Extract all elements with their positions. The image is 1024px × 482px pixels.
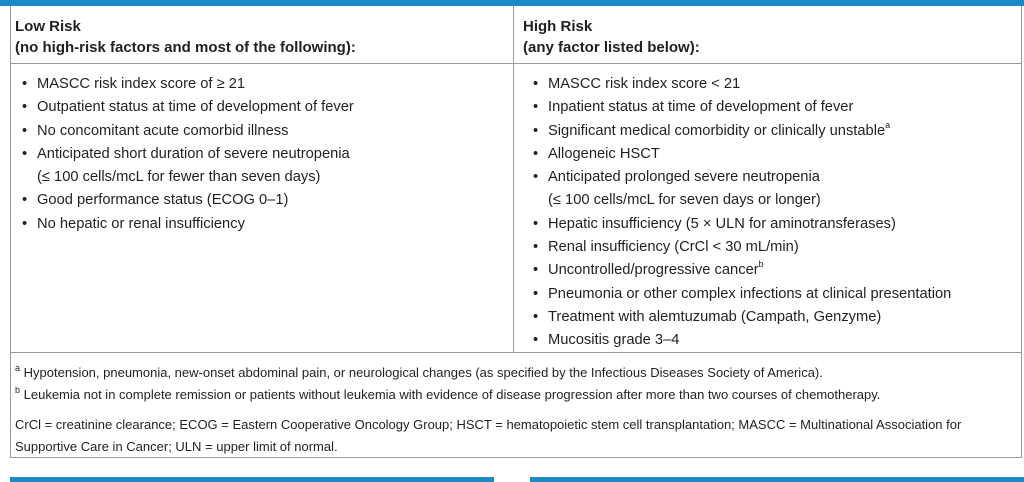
high-risk-subtitle: (any factor listed below): <box>523 39 700 56</box>
bullet-icon: • <box>22 192 28 209</box>
list-item: • Inpatient status at time of development of fever <box>533 96 1013 119</box>
bullet-icon: • <box>533 215 539 232</box>
list-item-continuation: (≤ 100 cells/mcL for fewer than seven days) <box>37 169 321 186</box>
abbreviations-note: CrCl = creatinine clearance; ECOG = Eastern Cooperative Oncology Group; HSCT = hematopoietic stem cell transplantation; MASCC = Multinational Association for Supportive Care in Cancer; ULN = upper limit of normal. <box>15 417 962 454</box>
bottom-accent-bar-right <box>530 477 1024 482</box>
list-item: • No concomitant acute comorbid illness <box>22 120 502 143</box>
low-risk-header <box>15 16 356 58</box>
list-item: • MASCC risk index score < 21 <box>533 73 1013 96</box>
high-risk-list <box>533 73 1013 353</box>
bullet-icon: • <box>22 76 28 92</box>
footnote-ref-a: a <box>885 119 891 130</box>
list-item: • MASCC risk index score of ≥ 21 <box>22 73 502 96</box>
list-item: • Good performance status (ECOG 0–1) <box>22 189 502 212</box>
list-item: • Outpatient status at time of development of fever <box>22 96 502 119</box>
bullet-icon: • <box>533 145 539 162</box>
bullet-icon: • <box>533 308 539 325</box>
list-item-continuation: (≤ 100 cells/mcL for seven days or longer) <box>548 192 821 209</box>
bullet-icon: • <box>533 99 539 116</box>
list-item: • Significant medical comorbidity or clinically unstable$^a$ <box>533 120 1013 143</box>
bottom-accent-bar-left <box>10 477 494 482</box>
risk-table <box>10 6 1022 458</box>
high-risk-title: High Risk <box>523 18 593 35</box>
list-item: • Allogeneic HSCT <box>533 143 1013 166</box>
table-header-row <box>11 6 1021 64</box>
footnote-b-marker: b <box>15 384 21 395</box>
bullet-icon: • <box>533 239 539 256</box>
bullet-icon: • <box>533 262 539 279</box>
low-risk-list <box>22 73 502 236</box>
list-item: • Pneumonia or other complex infections at clinical presentation <box>533 283 1013 306</box>
footnotes-section <box>11 352 1021 458</box>
bullet-icon: • <box>22 122 28 139</box>
list-item: • Uncontrolled/progressive cancer$^b$ <box>533 259 1013 282</box>
list-item: • Anticipated prolonged severe neutropenia (≤ 100 cells/mcL for seven days or longer) <box>533 166 1013 213</box>
bullet-icon: • <box>533 169 539 186</box>
list-item: • Treatment with alemtuzumab (Campath, Genzyme) <box>533 306 1013 329</box>
list-item: • No hepatic or renal insufficiency <box>22 213 502 236</box>
list-item: • Anticipated short duration of severe neutropenia (≤ 100 cells/mcL for fewer than seven days) <box>22 143 502 190</box>
low-risk-title: Low Risk <box>15 18 81 35</box>
bullet-icon: • <box>22 215 28 232</box>
list-item: • Mucositis grade 3–4 <box>533 329 1013 352</box>
bullet-icon: • <box>22 99 28 116</box>
bullet-icon: • <box>22 145 28 162</box>
list-item: • Hepatic insufficiency (5 × ULN for aminotransferases) <box>533 213 1013 236</box>
footnote-b: $^b$ Leukemia not in complete remission or patients without leukemia with evidence of disease progression after more than two courses of chemotherapy. <box>15 384 881 402</box>
footnote-ref-b: b <box>758 259 764 270</box>
footnote-a: $^a$ Hypotension, pneumonia, new-onset abdominal pain, or neurological changes (as specified by the Infectious Diseases Society of America). <box>15 362 823 380</box>
bullet-icon: • <box>533 332 539 349</box>
bullet-icon: • <box>533 122 539 139</box>
high-risk-header <box>523 16 700 58</box>
column-divider <box>513 6 514 352</box>
list-item: • Renal insufficiency (CrCl < 30 mL/min) <box>533 236 1013 259</box>
bullet-icon: • <box>533 285 539 302</box>
footnote-a-marker: a <box>15 362 21 373</box>
low-risk-subtitle: (no high-risk factors and most of the following): <box>15 39 356 56</box>
bullet-icon: • <box>533 76 539 92</box>
